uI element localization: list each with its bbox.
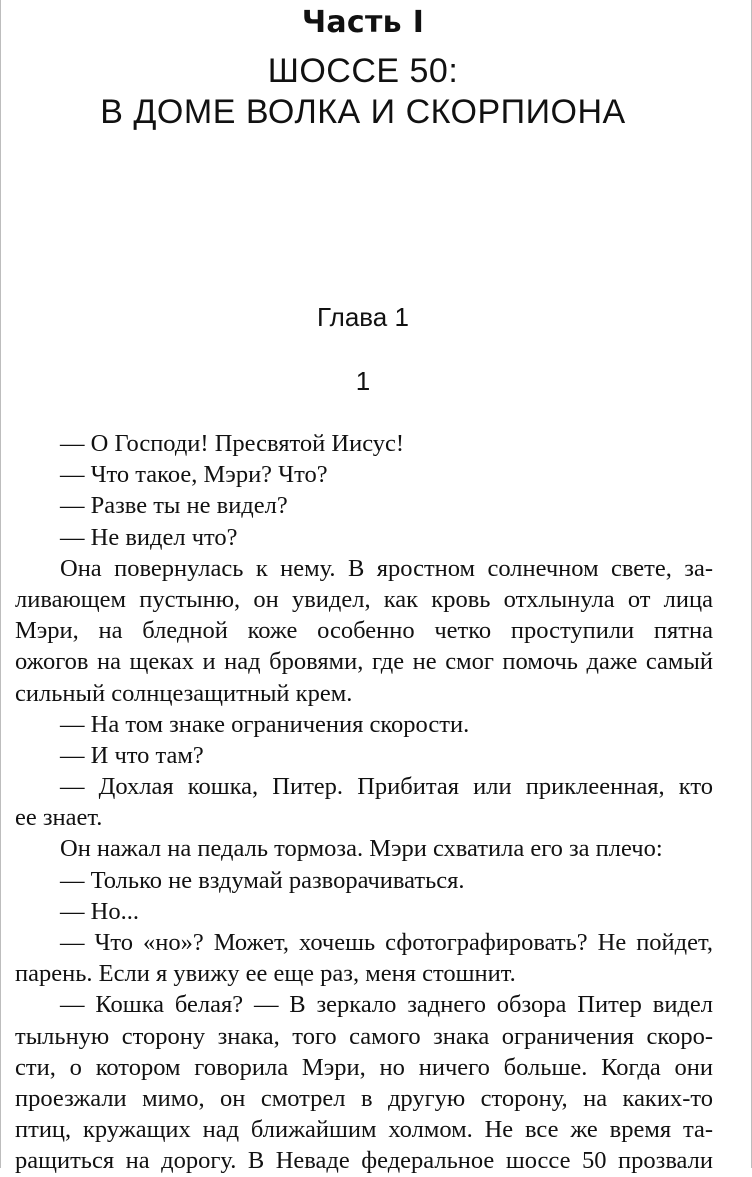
text-line: ливающем пустыню, он увидел, как кровь отхлынула от лица [15, 585, 713, 613]
text-line: — Что такое, Мэри? Что? [60, 461, 328, 489]
text-line: — Дохлая кошка, Питер. Прибитая или приклеенная, кто [60, 773, 713, 801]
text-line: — О Господи! Пресвятой Иисус! [60, 430, 405, 457]
text-line: сильный солнцезащитный крем. [15, 679, 353, 707]
text-line: — Но... [60, 897, 139, 925]
text-line: — Кошка белая? — В зеркало заднего обзора Питер видел [60, 991, 713, 1019]
part-title-line-2: В ДОМЕ ВОЛКА И СКОРПИОНА [100, 93, 626, 131]
text-line: сти, о котором говорила Мэри, но ничего больше. Когда они [15, 1053, 713, 1081]
text-line: — На том знаке ограничения скорости. [60, 710, 470, 738]
text-line: — Разве ты не видел? [60, 492, 288, 520]
section-number: 1 [355, 366, 371, 396]
text-line: — И что там? [60, 741, 204, 769]
body-text [15, 428, 713, 1177]
text-line: — Что «но»? Может, хочешь сфотографировать? Не пойдет, [60, 929, 713, 956]
text-line: птиц, кружащих над ближайшим холмом. Не все же время та- [15, 1116, 713, 1144]
text-line: Она повернулась к нему. В яростном солнечном свете, за- [60, 554, 713, 582]
text-line: тыльную сторону знака, того самого знака ограничения скоро- [15, 1022, 713, 1050]
text-line: парень. Если я увижу ее еще раз, меня стошнит. [15, 960, 516, 988]
part-title-line-1: ШОССЕ 50: [267, 52, 459, 90]
text-line: ожогов на щеках и над бровями, где не смог помочь даже самый [15, 648, 713, 676]
text-line: — Только не вздумай разворачиваться. [60, 866, 465, 894]
part-label: Часть I [301, 5, 425, 40]
chapter-title: Глава 1 [317, 302, 409, 332]
text-line: — Не видел что? [60, 523, 238, 551]
text-line: Мэри, на бледной коже особенно четко проступили пятна [15, 617, 713, 645]
text-line: проезжали мимо, он смотрел в другую сторону, на каких-то [15, 1084, 713, 1112]
text-line: Он нажал на педаль тормоза. Мэри схватила его за плечо: [60, 835, 663, 863]
text-line: ее знает. [15, 804, 103, 832]
text-line: ращиться на дорогу. В Неваде федеральное шоссе 50 прозвали [15, 1147, 713, 1175]
